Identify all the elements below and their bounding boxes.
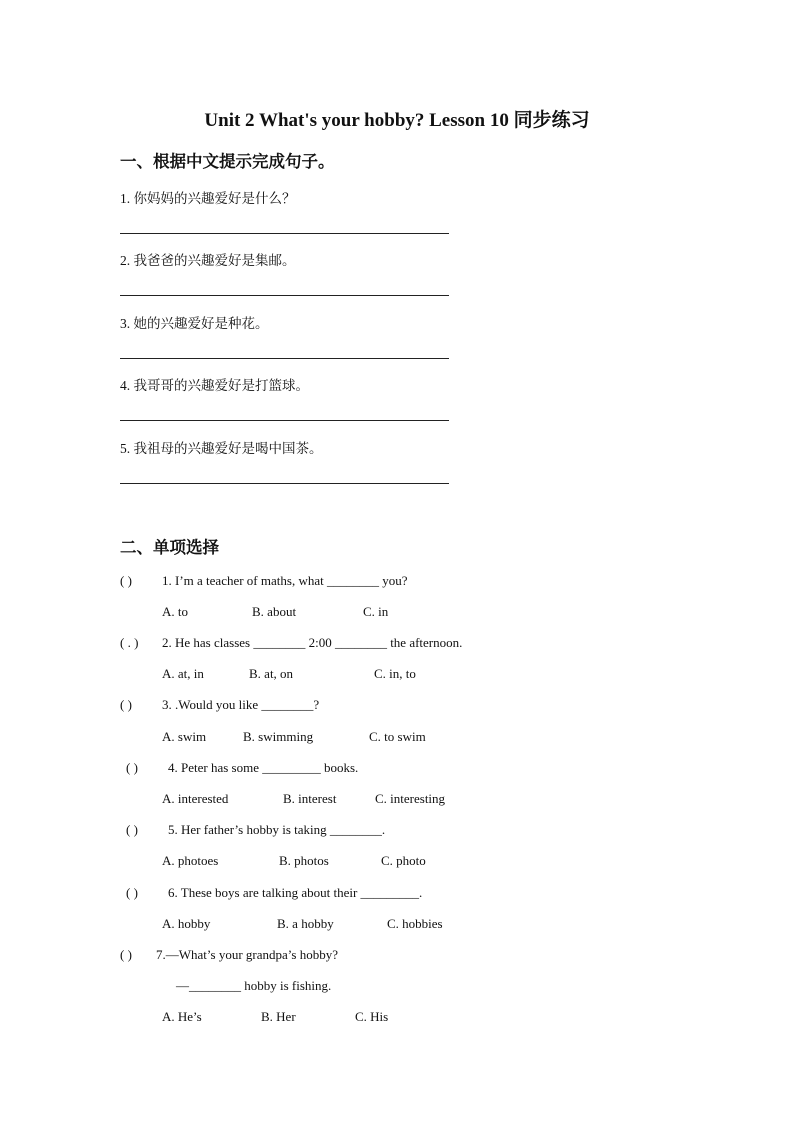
answer-line-1[interactable] [120,233,449,234]
answer-bracket[interactable]: ( ) [120,573,132,588]
option-a: A. interested [162,791,229,806]
question-text: 4. Peter has some _________ books. [168,760,359,775]
answer-bracket[interactable]: ( ) [120,697,132,712]
answer-line-2[interactable] [120,295,449,296]
translation-item-1: 1. 你妈妈的兴趣爱好是什么？ [120,191,296,206]
question-text: 6. These boys are talking about their _________. [168,885,423,900]
option-a: A. photoes [162,853,219,868]
answer-bracket[interactable]: ( . ) [120,635,139,650]
option-a: A. He’s [162,1009,202,1024]
option-c: C. in, to [374,666,416,681]
section-1-heading: 一、根据中文提示完成句子。 [120,152,335,171]
option-b: B. at, on [249,666,294,681]
question-text: 2. He has classes ________ 2:00 ________ the afternoon. [162,635,463,650]
answer-line-4[interactable] [120,420,449,421]
translation-item-2: 2. 我爸爸的兴趣爱好是集邮。 [120,253,296,268]
answer-bracket[interactable]: ( ) [120,947,132,962]
option-c: C. His [355,1009,389,1024]
answer-bracket[interactable]: ( ) [126,822,138,837]
answer-line-5[interactable] [120,483,449,484]
answer-bracket[interactable]: ( ) [126,760,138,775]
question-subline: —________ hobby is fishing. [176,978,332,993]
option-b: B. about [252,604,297,619]
option-b: B. swimming [243,729,314,744]
option-a: A. swim [162,729,207,744]
question-text: 7.—What’s your grandpa’s hobby? [156,947,338,962]
option-c: C. interesting [375,791,446,806]
option-b: B. a hobby [277,916,334,931]
option-a: A. hobby [162,916,211,931]
option-c: C. photo [381,853,426,868]
option-a: A. at, in [162,666,204,681]
option-c: C. to swim [369,729,426,744]
answer-bracket[interactable]: ( ) [126,885,138,900]
option-c: C. in [363,604,389,619]
option-b: B. photos [279,853,329,868]
translation-item-4: 4. 我哥哥的兴趣爱好是打篮球。 [120,378,309,393]
question-text: 1. I’m a teacher of maths, what ________ you? [162,573,408,588]
answer-line-3[interactable] [120,358,449,359]
page-title: Unit 2 What's your hobby? Lesson 10 同步练习 [204,110,590,131]
section-2-heading: 二、单项选择 [120,538,219,557]
option-c: C. hobbies [387,916,443,931]
question-text: 3. .Would you like ________? [162,697,320,712]
translation-item-3: 3. 她的兴趣爱好是种花。 [120,316,269,331]
option-a: A. to [162,604,188,619]
option-b: B. interest [283,791,337,806]
question-text: 5. Her father’s hobby is taking ________. [168,822,386,837]
option-b: B. Her [261,1009,296,1024]
translation-item-5: 5. 我祖母的兴趣爱好是喝中国茶。 [120,441,323,456]
